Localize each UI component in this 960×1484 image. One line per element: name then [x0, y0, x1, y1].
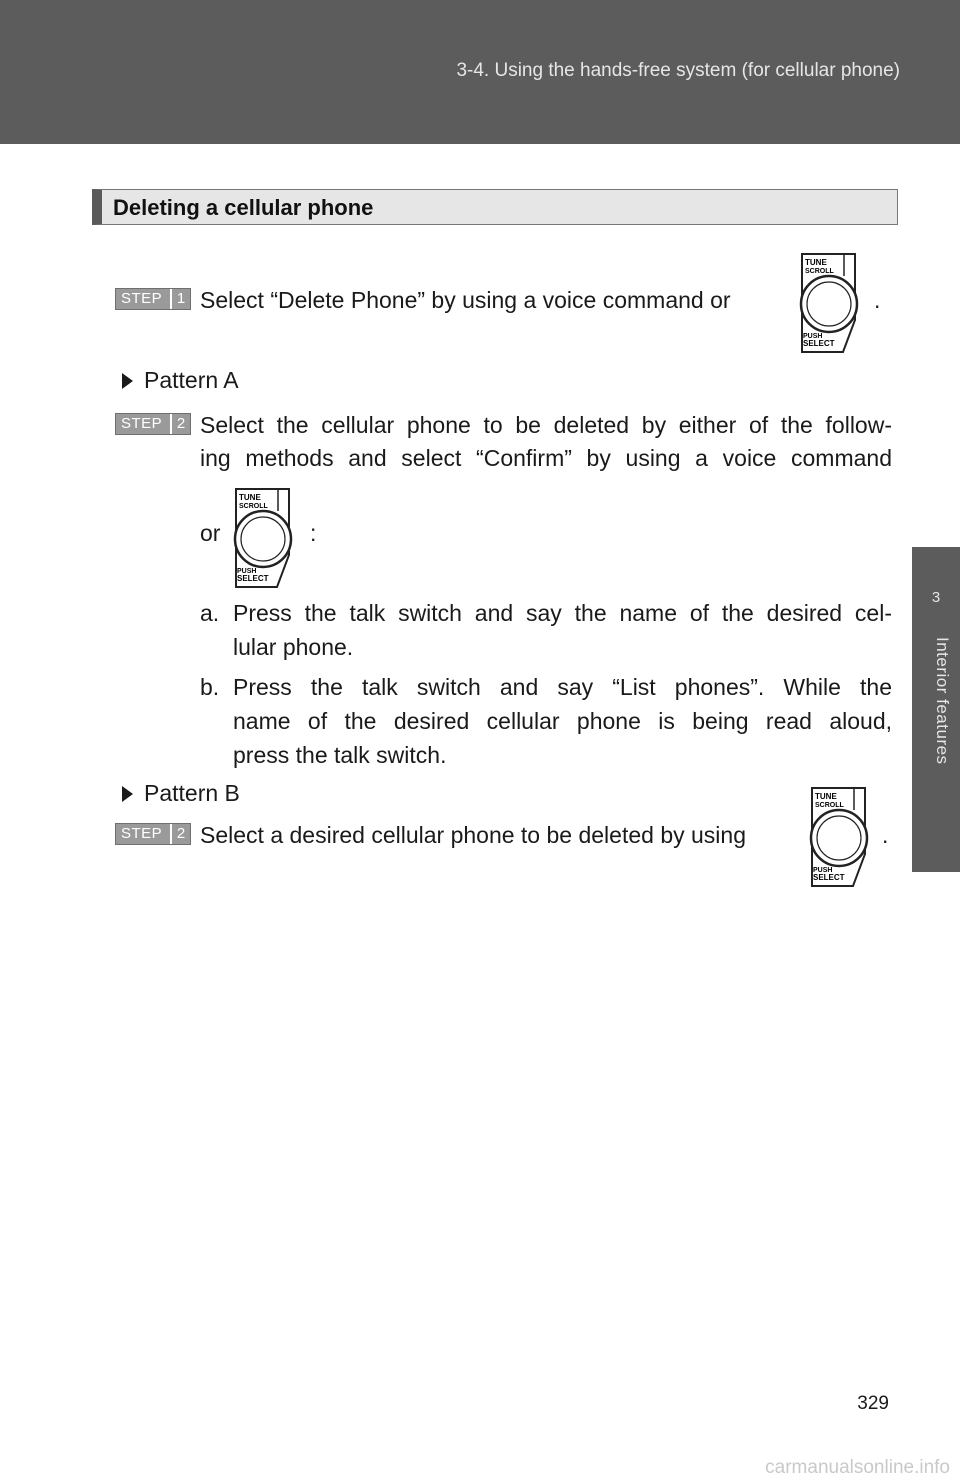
knob-label-tune: TUNE [815, 792, 837, 801]
pattern-a-label: Pattern A [144, 367, 239, 393]
knob-label-scroll: SCROLL [815, 802, 844, 809]
step-1-badge [115, 288, 191, 310]
item-a-line-1: Press the talk switch and say the name of the desired cel- [233, 600, 892, 626]
page-header [0, 0, 960, 144]
step-label: STEP [121, 290, 163, 307]
knob-label-select: SELECT [813, 873, 845, 882]
step-2a-line-2: ing methods and select “Confirm” by using a voice command [200, 445, 892, 471]
step-2-badge [115, 823, 191, 845]
chapter-side-tab [912, 547, 960, 872]
tune-scroll-knob-icon [799, 252, 863, 354]
step-2b-period: . [882, 822, 889, 848]
knob-label-push: PUSH [237, 568, 257, 575]
step-number: 1 [170, 289, 190, 309]
chapter-number: 3 [931, 589, 941, 606]
knob-label-tune: TUNE [805, 258, 827, 267]
item-b-line-2: name of the desired cellular phone is being read aloud, [233, 708, 892, 734]
tune-scroll-knob-icon [809, 786, 873, 888]
arrow-bullet-icon [122, 786, 133, 802]
item-b-line-1: Press the talk switch and say “List phones”. While the [233, 674, 892, 700]
knob-label-select: SELECT [803, 339, 835, 348]
step-2b-text: Select a desired cellular phone to be deleted by using [200, 822, 746, 848]
knob-label-push: PUSH [803, 333, 823, 340]
section-heading-text: Deleting a cellular phone [113, 195, 374, 220]
header-title: 3-4. Using the hands-free system (for cellular phone) [456, 60, 900, 81]
step-1-period: . [874, 287, 881, 313]
knob-label-push: PUSH [813, 867, 833, 874]
pattern-b-label: Pattern B [144, 780, 240, 806]
item-b-marker: b. [200, 674, 220, 700]
knob-label-scroll: SCROLL [805, 268, 834, 275]
knob-label-tune: TUNE [239, 493, 261, 502]
arrow-bullet-icon [122, 373, 133, 389]
chapter-label: Interior features [933, 637, 952, 765]
step-1-text: Select “Delete Phone” by using a voice command or [200, 287, 731, 313]
item-a-marker: a. [200, 600, 220, 626]
step-label: STEP [121, 415, 163, 432]
page-number: 329 [857, 1393, 889, 1414]
section-heading [92, 189, 898, 225]
tune-scroll-knob-icon [233, 487, 297, 589]
step-number: 2 [170, 414, 190, 434]
item-a-line-2: lular phone. [233, 634, 354, 660]
step-2a-or: or [200, 520, 221, 546]
watermark: carmanualsonline.info [765, 1457, 950, 1478]
step-2a-line-1: Select the cellular phone to be deleted by either of the follow- [200, 412, 892, 438]
knob-label-select: SELECT [237, 574, 269, 583]
knob-label-scroll: SCROLL [239, 503, 268, 510]
step-number: 2 [170, 824, 190, 844]
item-b-line-3: press the talk switch. [233, 742, 447, 768]
step-2a-colon: : [310, 520, 317, 546]
step-2-badge [115, 413, 191, 435]
step-label: STEP [121, 825, 163, 842]
